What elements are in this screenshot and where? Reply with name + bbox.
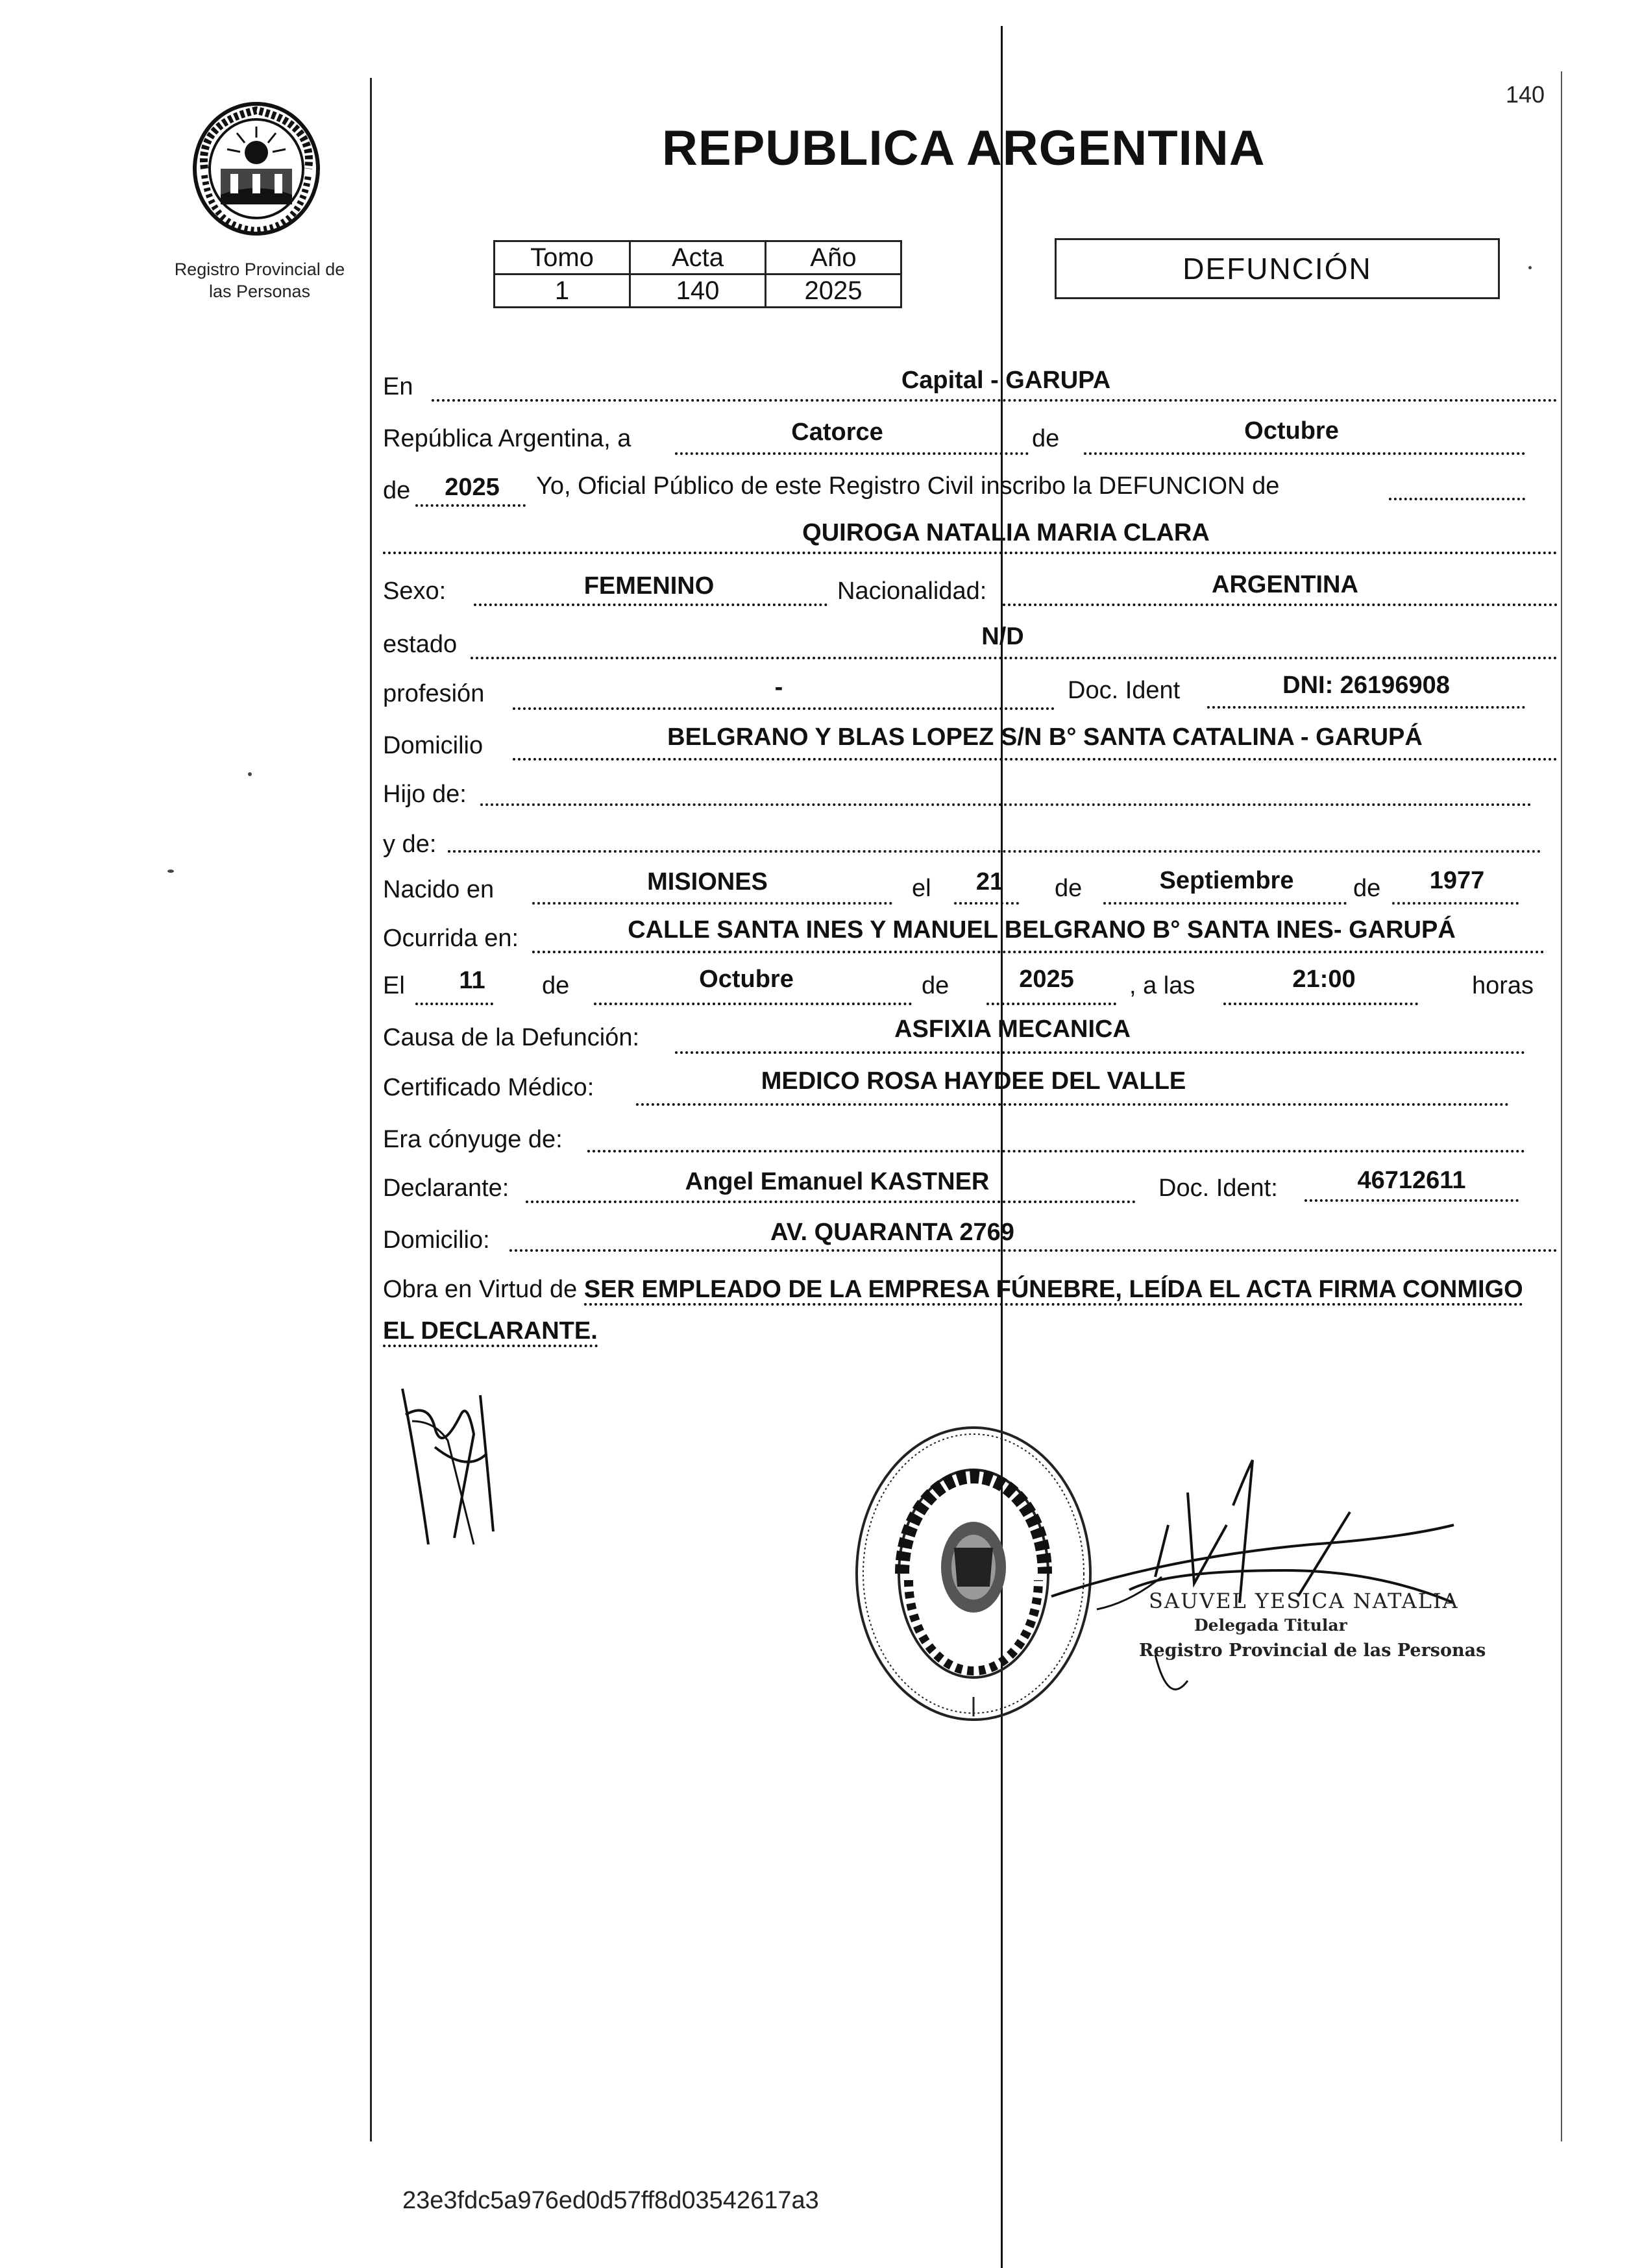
right-margin-rule [1561,71,1562,2141]
causa-line [675,1051,1525,1054]
tomo-acta-anio-table [493,240,902,308]
declarante-value: Angel Emanuel KASTNER [685,1168,990,1195]
declarante-label: Declarante: [383,1175,509,1202]
birth-de2-label: de [1353,875,1381,902]
official-name: SAUVEL YESICA NATALIA [1149,1589,1459,1613]
profesion-label: profesión [383,680,485,707]
decl-domicilio-value: AV. QUARANTA 2769 [770,1219,1014,1246]
day-words-value: Catorce [791,419,883,446]
sexo-line [474,604,827,606]
certificado-line [636,1103,1509,1106]
nacido-label: Nacido en [383,876,495,903]
year-prefix-label: de [383,477,411,504]
year-line [415,504,526,507]
ocurrida-label: Ocurrida en: [383,925,519,952]
official-signature [1038,1447,1506,1720]
registry-caption-line1: Registro Provincial de [174,260,345,279]
death-de-label: de [542,972,570,999]
death-month-value: Octubre [699,966,794,993]
death-year-value: 2025 [1019,966,1074,993]
scan-speck [167,870,174,873]
alas-label: , a las [1129,972,1195,999]
republica-label: República Argentina, a [383,425,631,452]
profesion-line [513,707,1055,710]
inscribo-line [1389,498,1525,500]
inscribo-text: Yo, Oficial Público de este Registro Civil inscribo la DEFUNCION de [536,472,1280,500]
certificado-value: MEDICO ROSA HAYDEE DEL VALLE [761,1067,1186,1095]
conyuge-label: Era cónyuge de: [383,1126,563,1153]
birth-month-line [1103,902,1347,905]
act-type-box: DEFUNCIÓN [1055,238,1500,299]
year-value: 2025 [445,474,500,501]
en-label: En [383,373,413,400]
estado-line [471,657,1558,659]
table-header-acta: Acta [630,241,766,274]
obra-value: SER EMPLEADO DE LA EMPRESA FÚNEBRE, LEÍDA EL ACTA FIRMA CONMIGO EL DECLARANTE. [383,1276,1523,1347]
death-year-line [986,1003,1116,1005]
en-line [432,399,1558,402]
doc-ident-value: DNI: 26196908 [1282,672,1450,699]
de-label: de [1032,425,1060,452]
birth-month-value: Septiembre [1159,867,1294,894]
domicilio-label: Domicilio [383,732,484,759]
provincia-misiones-crest [185,97,328,240]
declarante-line [526,1201,1136,1203]
sexo-value: FEMENINO [583,572,715,600]
ocurrida-line [532,951,1545,953]
registry-caption [149,258,370,302]
nacido-line [532,902,892,905]
left-margin-rule [370,78,372,2141]
domicilio-line [513,758,1558,761]
registry-caption-line2: las Personas [208,282,311,301]
scan-speck [1528,266,1532,269]
declarante-doc-line [1304,1199,1519,1202]
declarante-doc-value: 46712611 [1357,1167,1466,1194]
birth-de-label: de [1055,875,1083,902]
death-time-value: 21:00 [1292,966,1356,993]
death-time-line [1223,1003,1418,1005]
anio-value: 2025 [766,274,901,308]
nacionalidad-line [1003,604,1558,606]
estado-label: estado [383,631,458,658]
certificado-label: Certificado Médico: [383,1074,594,1101]
sexo-label: Sexo: [383,578,447,605]
birth-year-line [1392,902,1519,905]
document-title: REPUBLICA ARGENTINA [662,121,1266,176]
page-number: 140 [1506,81,1545,108]
obra-label: Obra en Virtud de [383,1276,578,1303]
doc-ident-line [1207,706,1525,709]
deceased-name: QUIROGA NATALIA MARIA CLARA [802,519,1210,546]
official-office: Registro Provincial de las Personas [1139,1640,1486,1661]
day-words-line [675,452,1029,455]
nacido-value: MISIONES [647,868,768,896]
nacionalidad-label: Nacionalidad: [837,578,987,605]
hijo-line [480,803,1532,806]
yde-label: y de: [383,831,437,858]
estado-value: N/D [981,623,1024,650]
en-value: Capital - GARUPA [901,367,1111,394]
domicilio-value: BELGRANO Y BLAS LOPEZ S/N B° SANTA CATALINA - GARUPÁ [667,724,1423,751]
declarante-doc-label: Doc. Ident: [1158,1175,1278,1202]
causa-value: ASFIXIA MECANICA [894,1016,1131,1043]
table-header-anio: Año [766,241,901,274]
birth-el-label: el [912,875,931,902]
death-day-value: 11 [459,967,485,994]
horas-label: horas [1472,972,1534,999]
tomo-value: 1 [495,274,630,308]
profesion-value: - [774,674,783,701]
decl-domicilio-label: Domicilio: [383,1226,490,1254]
table-value-row [495,274,901,308]
ocurrida-value: CALLE SANTA INES Y MANUEL BELGRANO B° SANTA INES- GARUPÁ [628,916,1456,944]
causa-label: Causa de la Defunción: [383,1024,640,1051]
scan-speck [248,772,252,776]
death-de2-label: de [922,972,949,999]
doc-ident-label: Doc. Ident [1068,677,1181,704]
death-month-line [594,1003,912,1005]
table-header-tomo: Tomo [495,241,630,274]
official-role: Delegada Titular [1194,1616,1347,1635]
birth-year-value: 1977 [1429,867,1485,894]
death-el-label: El [383,972,405,999]
birth-day-line [954,902,1019,905]
document-hash: 23e3fdc5a976ed0d57ff8d03542617a3 [402,2187,819,2214]
month-value: Octubre [1244,417,1339,445]
month-line [1084,452,1525,455]
acta-value: 140 [630,274,766,308]
nacionalidad-value: ARGENTINA [1212,571,1358,598]
conyuge-line [587,1150,1525,1152]
hijo-label: Hijo de: [383,781,467,808]
table-header-row [495,241,901,274]
birth-day-value: 21 [975,868,1004,896]
deceased-name-line [383,552,1558,554]
obra-paragraph [383,1269,1558,1352]
center-fold-line [1001,26,1003,2268]
yde-line [448,850,1541,853]
declarant-signature [389,1376,519,1551]
decl-domicilio-line [509,1249,1558,1252]
death-day-line [415,1003,493,1005]
